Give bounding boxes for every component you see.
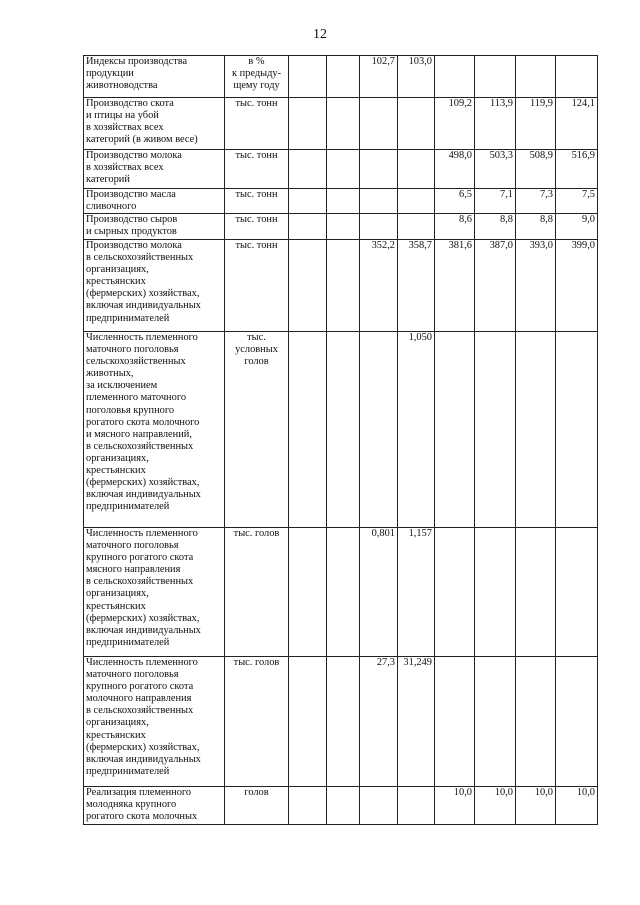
unit-cell: тыс. тонн (225, 150, 289, 189)
value-cell (327, 240, 360, 332)
value-cell (556, 56, 598, 98)
value-cell (327, 189, 360, 214)
unit-cell: тыс. тонн (225, 214, 289, 240)
value-cell: 0,801 (360, 528, 398, 657)
value-cell (289, 657, 327, 787)
value-cell (398, 150, 435, 189)
unit-cell: в % к предыду- щему году (225, 56, 289, 98)
value-cell: 27,3 (360, 657, 398, 787)
table-row (84, 332, 598, 528)
value-cell (289, 787, 327, 825)
table-row (84, 657, 598, 787)
value-cell: 381,6 (435, 240, 475, 332)
value-cell (289, 56, 327, 98)
value-cell: 113,9 (475, 98, 516, 150)
table-row (84, 787, 598, 825)
value-cell (516, 528, 556, 657)
indicator-cell: Индексы производства продукции животноводства (84, 56, 225, 98)
value-cell: 358,7 (398, 240, 435, 332)
value-cell (475, 56, 516, 98)
value-cell (327, 787, 360, 825)
value-cell: 387,0 (475, 240, 516, 332)
table-row (84, 528, 598, 657)
unit-cell: тыс. тонн (225, 240, 289, 332)
value-cell: 102,7 (360, 56, 398, 98)
unit-cell: тыс. условных голов (225, 332, 289, 528)
unit-cell: тыс. голов (225, 528, 289, 657)
value-cell (289, 332, 327, 528)
indicator-cell: Численность племенного маточного поголовья крупного рогатого скота молочного направления в сельскохозяйственных организациях, крестьянских (фермерских) хозяйствах, включая индивидуальных предпринимателей (84, 657, 225, 787)
table-row (84, 189, 598, 214)
value-cell (289, 189, 327, 214)
value-cell (475, 528, 516, 657)
value-cell (289, 98, 327, 150)
indicator-cell: Производство сыров и сырных продуктов (84, 214, 225, 240)
value-cell (327, 56, 360, 98)
value-cell: 1,157 (398, 528, 435, 657)
value-cell: 516,9 (556, 150, 598, 189)
value-cell (475, 332, 516, 528)
indicator-cell: Производство скота и птицы на убой в хозяйствах всех категорий (в живом весе) (84, 98, 225, 150)
value-cell: 124,1 (556, 98, 598, 150)
unit-cell: тыс. голов (225, 657, 289, 787)
table-row (84, 98, 598, 150)
value-cell: 31,249 (398, 657, 435, 787)
value-cell (327, 528, 360, 657)
value-cell (289, 150, 327, 189)
table-row (84, 56, 598, 98)
value-cell: 498,0 (435, 150, 475, 189)
unit-cell: голов (225, 787, 289, 825)
indicator-cell: Производство молока в хозяйствах всех категорий (84, 150, 225, 189)
indicators-table (83, 55, 598, 825)
value-cell (435, 657, 475, 787)
value-cell (398, 189, 435, 214)
value-cell: 7,3 (516, 189, 556, 214)
value-cell (556, 332, 598, 528)
value-cell (360, 787, 398, 825)
value-cell (435, 528, 475, 657)
value-cell (435, 56, 475, 98)
value-cell: 7,5 (556, 189, 598, 214)
value-cell: 503,3 (475, 150, 516, 189)
value-cell: 1,050 (398, 332, 435, 528)
table-row (84, 240, 598, 332)
value-cell: 393,0 (516, 240, 556, 332)
value-cell (327, 332, 360, 528)
value-cell (556, 657, 598, 787)
value-cell: 8,6 (435, 214, 475, 240)
value-cell (327, 657, 360, 787)
value-cell (398, 98, 435, 150)
indicator-cell: Производство молока в сельскохозяйственных организациях, крестьянских (фермерских) хозяйствах, включая индивидуальных предпринимателей (84, 240, 225, 332)
value-cell (360, 214, 398, 240)
unit-cell: тыс. тонн (225, 98, 289, 150)
value-cell (475, 657, 516, 787)
value-cell (327, 150, 360, 189)
value-cell: 10,0 (435, 787, 475, 825)
value-cell (516, 332, 556, 528)
value-cell (289, 214, 327, 240)
value-cell: 119,9 (516, 98, 556, 150)
page-number: 12 (313, 27, 327, 42)
value-cell: 9,0 (556, 214, 598, 240)
value-cell: 8,8 (475, 214, 516, 240)
value-cell (360, 98, 398, 150)
value-cell: 10,0 (475, 787, 516, 825)
value-cell: 10,0 (556, 787, 598, 825)
value-cell: 7,1 (475, 189, 516, 214)
value-cell (556, 528, 598, 657)
value-cell (360, 332, 398, 528)
value-cell (516, 657, 556, 787)
value-cell: 352,2 (360, 240, 398, 332)
value-cell: 508,9 (516, 150, 556, 189)
unit-cell: тыс. тонн (225, 189, 289, 214)
value-cell (398, 787, 435, 825)
value-cell (289, 240, 327, 332)
indicator-cell: Численность племенного маточного поголовья сельскохозяйственных животных, за исключением племенного маточного поголовья крупного рогатого скота молочного и мясного направлений, в сельскохозяйственных организациях, крестьянских (фермерских) хозяйствах, включая индивидуальных предпринимателей (84, 332, 225, 528)
value-cell (289, 528, 327, 657)
value-cell (360, 189, 398, 214)
table-row (84, 214, 598, 240)
value-cell: 103,0 (398, 56, 435, 98)
value-cell (435, 332, 475, 528)
value-cell (327, 98, 360, 150)
value-cell (360, 150, 398, 189)
indicator-cell: Численность племенного маточного поголовья крупного рогатого скота мясного направления в сельскохозяйственных организациях, крестьянских (фермерских) хозяйствах, включая индивидуальных предпринимателей (84, 528, 225, 657)
value-cell: 10,0 (516, 787, 556, 825)
value-cell: 6,5 (435, 189, 475, 214)
indicator-cell: Реализация племенного молодняка крупного рогатого скота молочных (84, 787, 225, 825)
value-cell (398, 214, 435, 240)
value-cell (327, 214, 360, 240)
value-cell: 399,0 (556, 240, 598, 332)
value-cell (516, 56, 556, 98)
table-row (84, 150, 598, 189)
indicator-cell: Производство масла сливочного (84, 189, 225, 214)
value-cell: 109,2 (435, 98, 475, 150)
value-cell: 8,8 (516, 214, 556, 240)
